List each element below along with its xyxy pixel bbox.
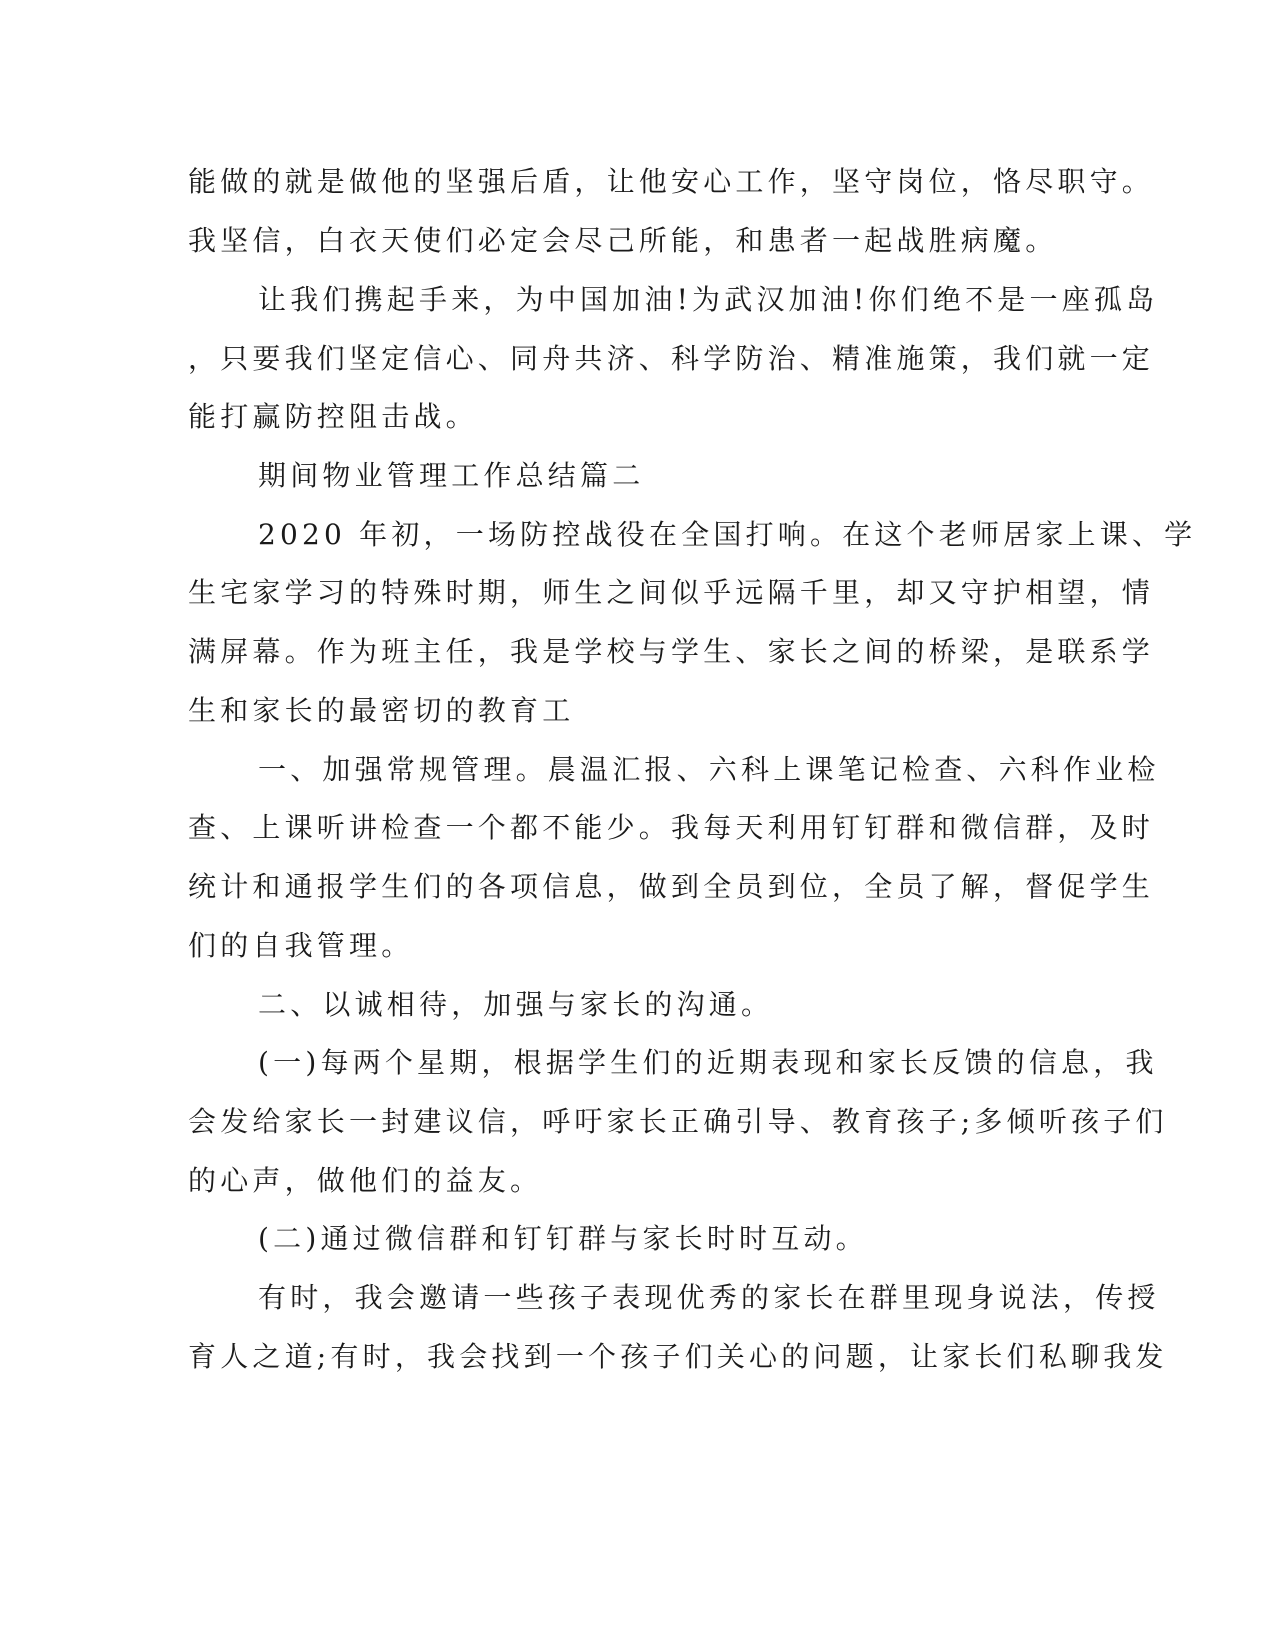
- text-line: 能做的就是做他的坚强后盾，让他安心工作，坚守岗位，恪尽职守。: [188, 165, 1155, 198]
- text-line: 我坚信，白衣天使们必定会尽己所能，和患者一起战胜病魔。: [188, 224, 1058, 257]
- text-line: 会发给家长一封建议信，呼吁家长正确引导、教育孩子;多倾听孩子们: [188, 1105, 1168, 1138]
- text-line: (一)每两个星期，根据学生们的近期表现和家长反馈的信息，我: [258, 1046, 1158, 1079]
- text-line: 二、以诚相待，加强与家长的沟通。: [258, 988, 774, 1021]
- text-line: 让我们携起手来，为中国加油!为武汉加油!你们绝不是一座孤岛: [258, 283, 1159, 316]
- text-line: (二)通过微信群和钉钉群与家长时时互动。: [258, 1222, 868, 1255]
- text-line: 们的自我管理。: [188, 929, 414, 962]
- text-line: 生和家长的最密切的教育工: [188, 694, 575, 727]
- text-line: 有时，我会邀请一些孩子表现优秀的家长在群里现身说法，传授: [258, 1281, 1160, 1314]
- text-line: 育人之道;有时，我会找到一个孩子们关心的问题，让家长们私聊我发: [188, 1340, 1168, 1373]
- text-line: 生宅家学习的特殊时期，师生之间似乎远隔千里，却又守护相望，情: [188, 576, 1155, 609]
- text-line: 查、上课听讲检查一个都不能少。我每天利用钉钉群和微信群，及时: [188, 811, 1155, 844]
- text-line: 一、加强常规管理。晨温汇报、六科上课笔记检查、六科作业检: [258, 753, 1160, 786]
- text-line: ，只要我们坚定信心、同舟共济、科学防治、精准施策，我们就一定: [188, 342, 1155, 375]
- text-line: 2020 年初，一场防控战役在全国打响。在这个老师居家上课、学: [258, 518, 1197, 551]
- section-heading: 期间物业管理工作总结篇二: [258, 459, 645, 492]
- text-line: 的心声，做他们的益友。: [188, 1164, 543, 1197]
- text-line: 满屏幕。作为班主任，我是学校与学生、家长之间的桥梁，是联系学: [188, 635, 1155, 668]
- text-line: 能打赢防控阻击战。: [188, 400, 478, 433]
- text-line: 统计和通报学生们的各项信息，做到全员到位，全员了解，督促学生: [188, 870, 1155, 903]
